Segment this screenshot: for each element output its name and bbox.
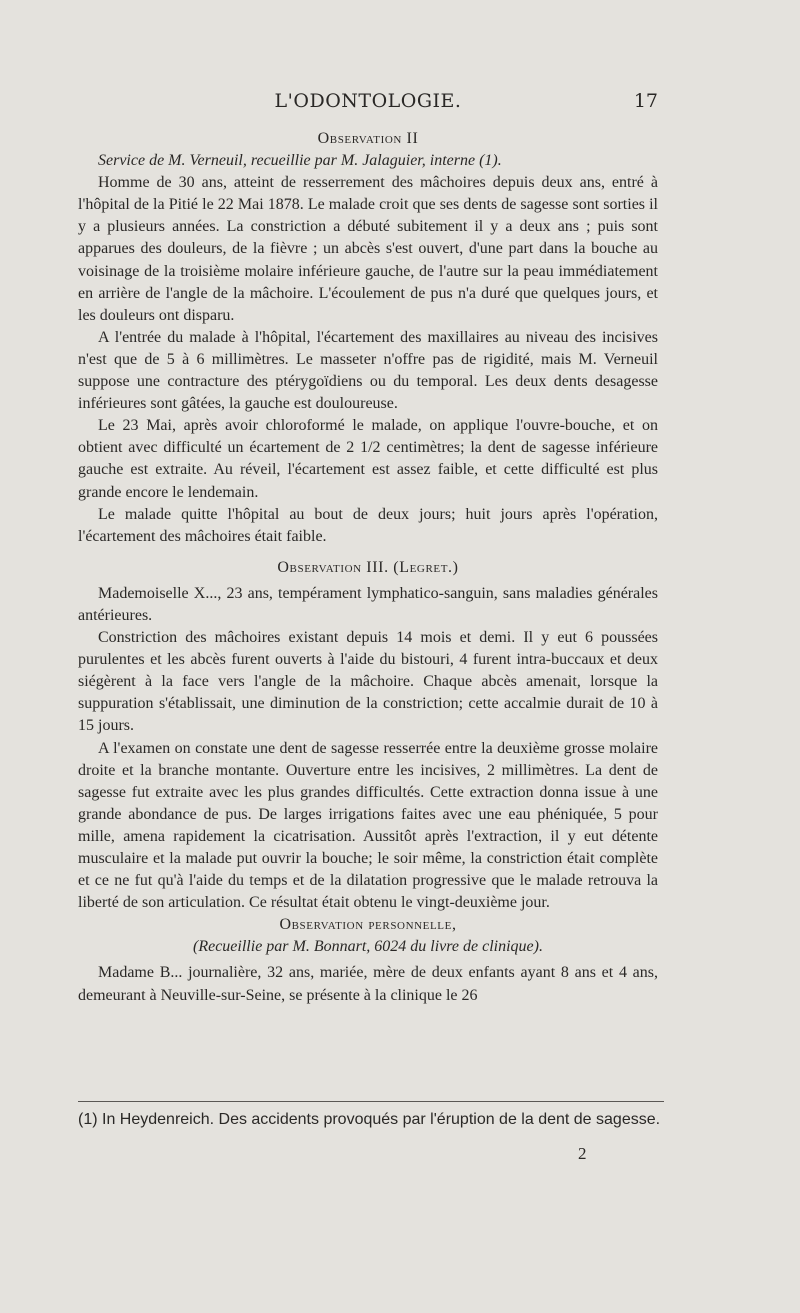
running-title: L'ODONTOLOGIE.	[274, 90, 462, 112]
observation-2-service: Service de M. Verneuil, recueillie par M. Jalaguier, interne (1).	[98, 152, 502, 170]
observation-3-paragraph: A l'examen on constate une dent de sagesse resserrée entre la deuxième grosse molaire droite et la branche montante. Ouverture entre les incisives, 2 millimètres. La dent de sagesse fut extraite avec les plus grandes difficultés. Cette extraction donna issue à une grande abondance de pus. De larges irrigations faites avec une eau phéniquée, 5 pour mille, amena rapidement la cicatrisation. Aussitôt après l'extraction, il y eut détente musculaire et la malade put ouvrir la bouche; le soir même, la constriction était complète et ce ne fut qu'à l'aide du temps et de la dilatation progressive que le malade retrouva la liberté de son articulation. Ce résultat était obtenu le vingt-deuxième jour.	[78, 739, 658, 912]
page-number: 17	[633, 90, 658, 112]
observation-3-heading: Observation III. (Legret.)	[277, 558, 459, 576]
observation-3-paragraph: Constriction des mâchoires existant depuis 14 mois et demi. Il y eut 6 poussées purulentes et les abcès furent ouverts à l'aide du bistouri, 4 furent intra-buccaux et deux siégèrent à la face vers l'angle de la mâchoire. Chaque abcès amenait, lorsque la suppuration s'établissait, une diminution de la constriction; cette accalmie durait de 10 à 15 jours.	[78, 629, 658, 735]
observation-2-paragraph: Le malade quitte l'hôpital au bout de deux jours; huit jours après l'opération, l'écartement des mâchoires était faible.	[78, 505, 658, 545]
observation-2-paragraph: Homme de 30 ans, atteint de resserrement des mâchoires depuis deux ans, entré à l'hôpital de la Pitié le 22 Mai 1878. Le malade croit que ses dents de sagesse sont sorties il y a plusieurs années. La constriction a débuté subitement il y a deux ans ; puis sont apparues des douleurs, de la fièvre ; un abcès s'est ouvert, d'une part dans la bouche au voisinage de la troisième molaire inférieure gauche, de l'autre sur la peau immédiatement en arrière de l'angle de la mâchoire. L'écoulement de pus n'a duré que quelques jours, et les douleurs ont disparu.	[78, 174, 658, 324]
observation-personnelle-subheading: (Recueillie par M. Bonnart, 6024 du livre de clinique).	[193, 938, 543, 956]
observation-2-heading: Observation II	[317, 130, 419, 147]
observation-2-paragraph: Le 23 Mai, après avoir chloroformé le malade, on applique l'ouvre-bouche, et on obtient avec difficulté un écartement de 2 1/2 centimètres; la dent de sagesse inférieure gauche est extraite. Au réveil, l'écartement est assez faible, et cette difficulté est plus grande encore le lendemain.	[78, 417, 658, 501]
observation-2-paragraph: A l'entrée du malade à l'hôpital, l'écartement des maxillaires au niveau des incisives n'est que de 5 à 6 millimètres. Le masseter n'offre pas de rigidité, mais M. Verneuil suppose une contracture des ptérygoïdiens ou du temporal. Les deux dents desagesse inférieures sont gâtées, la gauche est douloureuse.	[78, 328, 658, 413]
footnote: (1) In Heydenreich. Des accidents provoqués par l'éruption de la dent de sagesse.	[78, 1111, 661, 1128]
page-body	[78, 128, 658, 1007]
signature-mark: 2	[578, 1144, 587, 1163]
observation-personnelle-paragraph: Madame B... journalière, 32 ans, mariée, mère de deux enfants ayant 8 ans et 4 ans, demeurant à Neuville-sur-Seine, se présente à la clinique le 26	[78, 964, 658, 1004]
footnote-divider	[78, 1101, 664, 1102]
observation-3-paragraph: Mademoiselle X..., 23 ans, tempérament lymphatico-sanguin, sans maladies générales antérieures.	[78, 584, 658, 624]
observation-personnelle-heading: Observation personnelle,	[279, 916, 457, 934]
page-header	[78, 90, 658, 116]
